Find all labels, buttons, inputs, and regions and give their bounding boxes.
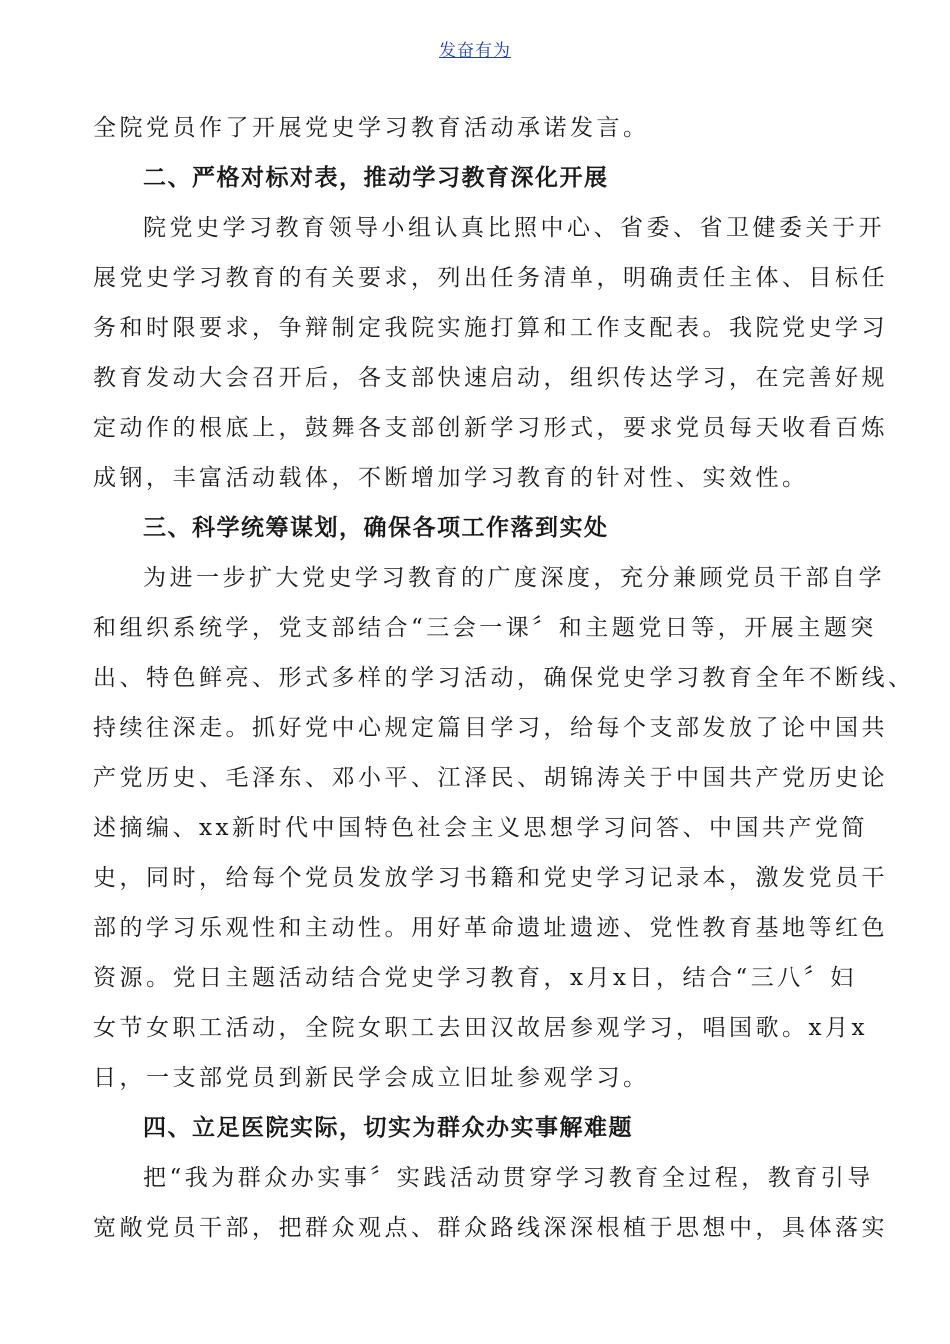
text-line: 宽敞党员干部，把群众观点、群众路线深深根植于思想中，具体落实 — [93, 1215, 888, 1241]
header-title: 发奋有为 — [439, 41, 511, 61]
section-heading: 三、科学统筹谋划，确保各项工作落到实处 — [143, 515, 609, 541]
text-line: 女节女职工活动，全院女职工去田汉故居参观学习，唱国歌。x月x — [93, 1015, 868, 1041]
text-line: 史，同时，给每个党员发放学习书籍和党史学习记录本，激发党员干 — [93, 865, 888, 891]
text-line: 展党史学习教育的有关要求，列出任务清单，明确责任主体、目标任 — [93, 265, 888, 291]
document-body — [93, 103, 915, 1253]
text-line: 出、特色鲜亮、形式多样的学习活动，确保党史学习教育全年不断线、 — [93, 665, 915, 691]
text-line: 全院党员作了开展党史学习教育活动承诺发言。 — [93, 115, 650, 141]
text-line: 把“我为群众办实事〞实践活动贯穿学习教育全过程，教育引导 — [143, 1165, 874, 1191]
text-line: 持续往深走。抓好党中心规定篇目学习，给每个支部发放了论中国共 — [93, 715, 888, 741]
text-line: 务和时限要求，争辩制定我院实施打算和工作支配表。我院党史学习 — [93, 315, 888, 341]
text-line: 教育发动大会召开后，各支部快速启动，组织传达学习，在完善好规 — [93, 365, 888, 391]
text-line: 和组织系统学，党支部结合“三会一课〞和主题党日等，开展主题突 — [93, 615, 877, 641]
section-heading: 二、严格对标对表，推动学习教育深化开展 — [143, 165, 609, 191]
text-line: 部的学习乐观性和主动性。用好革命遗址遗迹、党性教育基地等红色 — [93, 915, 888, 941]
text-line: 为进一步扩大党史学习教育的广度深度，充分兼顾党员干部自学 — [143, 565, 885, 591]
text-line: 日，一支部党员到新民学会成立旧址参观学习。 — [93, 1065, 650, 1091]
text-line: 定动作的根底上，鼓舞各支部创新学习形式，要求党员每天收看百炼 — [93, 415, 888, 441]
text-line: 述摘编、xx新时代中国特色社会主义思想学习问答、中国共产党简 — [93, 815, 868, 841]
text-line: 资源。党日主题活动结合党史学习教育，x月x日，结合“三八〞妇 — [93, 965, 857, 991]
text-line: 产党历史、毛泽东、邓小平、江泽民、胡锦涛关于中国共产党历史论 — [93, 765, 888, 791]
text-line: 成钢，丰富活动载体，不断增加学习教育的针对性、实效性。 — [93, 465, 809, 491]
text-line: 院党史学习教育领导小组认真比照中心、省委、省卫健委关于开 — [143, 215, 885, 241]
section-heading: 四、立足医院实际，切实为群众办实事解难题 — [143, 1115, 633, 1141]
